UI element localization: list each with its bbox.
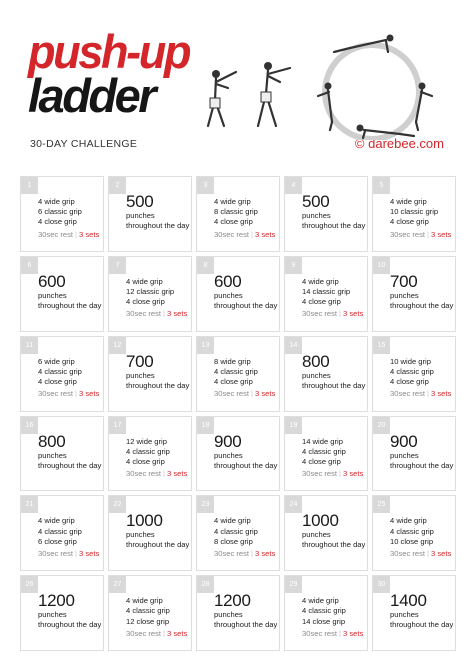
rest-duration: 30sec rest [302,309,338,319]
punch-count: 500 [302,192,330,211]
day-cell [284,575,368,651]
separator: | [339,628,342,638]
separator: | [251,229,254,239]
sets-count: 3 sets [79,548,100,558]
sets-count: 3 sets [167,309,188,319]
exercise-line: 4 wide grip [38,197,75,206]
punch-note: throughout the day [302,540,366,550]
day-content [38,197,100,240]
separator: | [163,469,166,479]
punch-unit: punches [390,610,419,620]
day-cell [196,416,280,492]
day-cell [108,416,192,492]
day-number-badge: 18 [197,417,214,434]
punch-unit: punches [214,610,243,620]
day-cell [372,336,456,412]
day-content [126,351,190,391]
sets-count: 3 sets [255,548,276,558]
day-number-badge: 14 [285,337,302,354]
day-cell [372,256,456,332]
exercise-line: 4 wide grip [214,516,251,526]
day-cell [284,256,368,332]
day-content [126,277,188,320]
day-number-badge: 8 [197,257,214,274]
day-content [390,197,452,240]
exercise-line: 4 close grip [38,377,77,387]
day-number-badge: 10 [373,257,390,274]
day-content [302,511,366,550]
day-content [390,516,452,559]
punch-count: 600 [38,271,66,291]
exercise-line: 14 wide grip [302,436,343,446]
day-cell [284,416,368,492]
rest-duration: 30sec rest [390,389,426,399]
exercise-line: 12 wide grip [126,436,167,446]
day-cell [196,336,280,412]
rest-info [214,388,276,399]
punch-unit: punches [302,370,331,380]
exercise-line: 4 close grip [126,297,165,307]
exercise-line: 4 classic grip [38,366,82,376]
punch-note: throughout the day [214,300,278,310]
exercise-line: 4 wide grip [302,596,339,606]
exercise-line: 10 wide grip [390,356,431,366]
day-number-badge: 15 [373,337,390,354]
day-number-badge: 24 [285,496,302,513]
separator: | [251,548,254,558]
separator: | [75,548,78,558]
day-number-badge: 27 [109,576,126,593]
title-push-up: push-up [28,25,190,78]
exercise-line: 4 wide grip [302,276,339,286]
day-cell [196,495,280,571]
punch-note: throughout the day [390,620,454,630]
punch-note: throughout the day [302,380,366,390]
rest-duration: 30sec rest [214,389,250,399]
rest-info [302,468,364,479]
exercise-line: 4 classic grip [302,446,346,456]
punch-unit: punches [302,211,331,220]
day-content [302,277,364,320]
exercise-figures-illustration [200,30,450,140]
exercise-line: 4 close grip [214,377,253,387]
rest-info [302,308,364,319]
day-content [126,511,190,550]
day-number-badge: 26 [21,576,38,593]
punch-count: 500 [126,192,154,211]
punch-unit: punches [38,450,67,460]
day-content [214,271,278,311]
exercise-line: 4 close grip [302,456,341,466]
exercise-line: 8 close grip [214,536,253,546]
subtitle: 30-DAY CHALLENGE [30,138,138,150]
sets-count: 3 sets [79,229,100,239]
punch-unit: punches [38,290,67,300]
day-cell [196,575,280,651]
day-cell [372,416,456,492]
punch-unit: punches [126,370,155,380]
punch-unit: punches [214,290,243,300]
day-cell [20,336,104,412]
rest-info [214,229,276,240]
rest-duration: 30sec rest [302,628,338,638]
punch-count: 1000 [126,511,163,531]
punch-note: throughout the day [214,460,278,470]
separator: | [163,309,166,319]
rest-info [38,388,100,399]
sets-count: 3 sets [167,469,188,479]
rest-duration: 30sec rest [126,309,162,319]
rest-info [38,229,100,240]
punch-unit: punches [390,290,419,300]
day-cell [372,495,456,571]
sets-count: 3 sets [79,389,100,399]
rest-info [38,548,100,559]
day-number-badge: 28 [197,576,214,593]
rest-info [302,628,364,639]
punch-count: 1000 [302,511,339,531]
separator: | [339,469,342,479]
boxer-figure-2-icon [258,62,290,126]
punch-note: throughout the day [38,300,102,310]
exercise-line: 8 wide grip [214,356,251,366]
day-number-badge: 20 [373,417,390,434]
title-ladder: ladder [28,69,155,122]
day-number-badge: 6 [21,257,38,274]
day-content [302,192,366,231]
sets-count: 3 sets [343,628,364,638]
day-content [302,351,366,391]
rest-info [126,308,188,319]
punch-note: throughout the day [126,540,190,550]
sets-count: 3 sets [431,389,452,399]
sets-count: 3 sets [255,229,276,239]
day-number-badge: 3 [197,177,214,194]
separator: | [427,389,430,399]
exercise-line: 4 close grip [390,377,429,387]
rest-duration: 30sec rest [390,548,426,558]
day-number-badge: 11 [21,337,38,354]
rest-duration: 30sec rest [302,469,338,479]
exercise-line: 10 classic grip [390,207,439,217]
day-content [390,591,454,630]
separator: | [75,389,78,399]
day-content [38,516,100,559]
rest-info [126,468,188,479]
sets-count: 3 sets [431,229,452,239]
day-number-badge: 25 [373,496,390,513]
day-cell [108,256,192,332]
day-content [38,357,100,400]
exercise-line: 14 classic grip [302,287,351,297]
exercise-line: 4 classic grip [390,366,434,376]
punch-count: 600 [214,271,242,291]
rest-duration: 30sec rest [38,389,74,399]
day-cell [20,256,104,332]
punch-note: throughout the day [390,460,454,470]
exercise-line: 4 wide grip [38,516,75,526]
day-cell [284,176,368,252]
day-content [38,431,102,471]
day-cell [196,256,280,332]
day-number-badge: 22 [109,496,126,513]
exercise-line: 4 classic grip [214,366,258,376]
day-content [38,271,102,311]
exercise-line: 6 wide grip [38,356,75,366]
exercise-line: 4 wide grip [390,516,427,526]
exercise-line: 4 wide grip [126,596,163,606]
exercise-line: 4 close grip [390,217,429,227]
day-content [214,357,276,400]
rest-duration: 30sec rest [126,469,162,479]
day-number-badge: 5 [373,177,390,194]
separator: | [427,229,430,239]
punch-count: 1200 [38,591,75,611]
rest-duration: 30sec rest [126,628,162,638]
punch-count: 800 [302,351,330,371]
exercise-line: 14 close grip [302,616,346,626]
rest-info [390,548,452,559]
sets-count: 3 sets [255,389,276,399]
punch-count: 900 [390,431,418,451]
day-content [126,437,188,480]
exercise-line: 4 classic grip [214,526,258,536]
sets-count: 3 sets [167,628,188,638]
exercise-line: 6 close grip [38,536,77,546]
separator: | [427,548,430,558]
exercise-line: 4 close grip [38,217,77,227]
rest-duration: 30sec rest [38,548,74,558]
day-content [126,596,188,639]
day-cell [196,176,280,252]
rest-duration: 30sec rest [390,229,426,239]
day-number-badge: 12 [109,337,126,354]
punch-note: throughout the day [126,380,190,390]
day-content [214,197,276,240]
exercise-line: 4 wide grip [126,276,163,286]
exercise-line: 12 close grip [126,616,170,626]
day-content [390,271,454,311]
punch-note: throughout the day [126,221,190,230]
punch-count: 900 [214,431,242,451]
punch-note: throughout the day [214,620,278,630]
day-cell [372,176,456,252]
day-cell [284,336,368,412]
day-number-badge: 29 [285,576,302,593]
sets-count: 3 sets [431,548,452,558]
day-number-badge: 1 [21,177,38,194]
punch-unit: punches [126,211,155,220]
day-number-badge: 30 [373,576,390,593]
day-number-badge: 7 [109,257,126,274]
brand-link[interactable]: © darebee.com [354,136,444,151]
day-content [390,357,452,400]
day-cell [20,176,104,252]
exercise-line: 4 classic grip [38,526,82,536]
day-content [214,591,278,630]
day-number-badge: 17 [109,417,126,434]
day-cell [20,495,104,571]
day-number-badge: 16 [21,417,38,434]
rest-info [214,548,276,559]
day-content [390,431,454,471]
day-content [214,431,278,471]
day-number-badge: 21 [21,496,38,513]
day-number-badge: 2 [109,177,126,194]
day-content [302,596,364,639]
punch-count: 700 [390,271,418,291]
separator: | [251,389,254,399]
punch-count: 1200 [214,591,251,611]
day-cell [372,575,456,651]
exercise-line: 4 close grip [214,217,253,227]
sets-count: 3 sets [343,309,364,319]
punch-note: throughout the day [38,620,102,630]
exercise-line: 6 classic grip [38,207,82,217]
day-number-badge: 13 [197,337,214,354]
punch-unit: punches [390,450,419,460]
day-number-badge: 19 [285,417,302,434]
day-cell [108,575,192,651]
exercise-line: 4 classic grip [302,606,346,616]
day-cell [20,416,104,492]
rest-info [390,229,452,240]
punch-unit: punches [302,530,331,540]
punch-unit: punches [126,530,155,540]
title-block [28,25,228,122]
sets-count: 3 sets [343,469,364,479]
punch-note: throughout the day [302,221,366,230]
day-number-badge: 9 [285,257,302,274]
punch-count: 700 [126,351,154,371]
day-content [126,192,190,231]
rest-duration: 30sec rest [38,229,74,239]
exercise-line: 12 classic grip [126,287,175,297]
day-cell [284,495,368,571]
exercise-line: 4 wide grip [390,197,427,206]
exercise-line: 4 classic grip [390,526,434,536]
punch-unit: punches [214,450,243,460]
exercise-line: 10 close grip [390,536,434,546]
challenge-grid [20,176,456,651]
exercise-line: 4 classic grip [126,606,170,616]
punch-note: throughout the day [38,460,102,470]
rest-info [390,388,452,399]
exercise-line: 4 close grip [302,297,341,307]
punch-count: 1400 [390,591,427,611]
day-number-badge: 23 [197,496,214,513]
exercise-line: 4 close grip [126,456,165,466]
separator: | [163,628,166,638]
day-content [302,437,364,480]
rest-duration: 30sec rest [214,548,250,558]
boxer-figure-1-icon [208,70,236,126]
separator: | [75,229,78,239]
day-cell [108,176,192,252]
exercise-line: 4 classic grip [126,446,170,456]
day-cell [108,495,192,571]
punch-count: 800 [38,431,66,451]
day-number-badge: 4 [285,177,302,194]
punch-unit: punches [38,610,67,620]
exercise-line: 4 wide grip [214,197,251,206]
day-content [38,591,102,630]
punch-note: throughout the day [390,300,454,310]
rest-info [126,628,188,639]
separator: | [339,309,342,319]
day-cell [20,575,104,651]
exercise-line: 8 classic grip [214,207,258,217]
day-content [214,516,276,559]
rest-duration: 30sec rest [214,229,250,239]
day-cell [108,336,192,412]
